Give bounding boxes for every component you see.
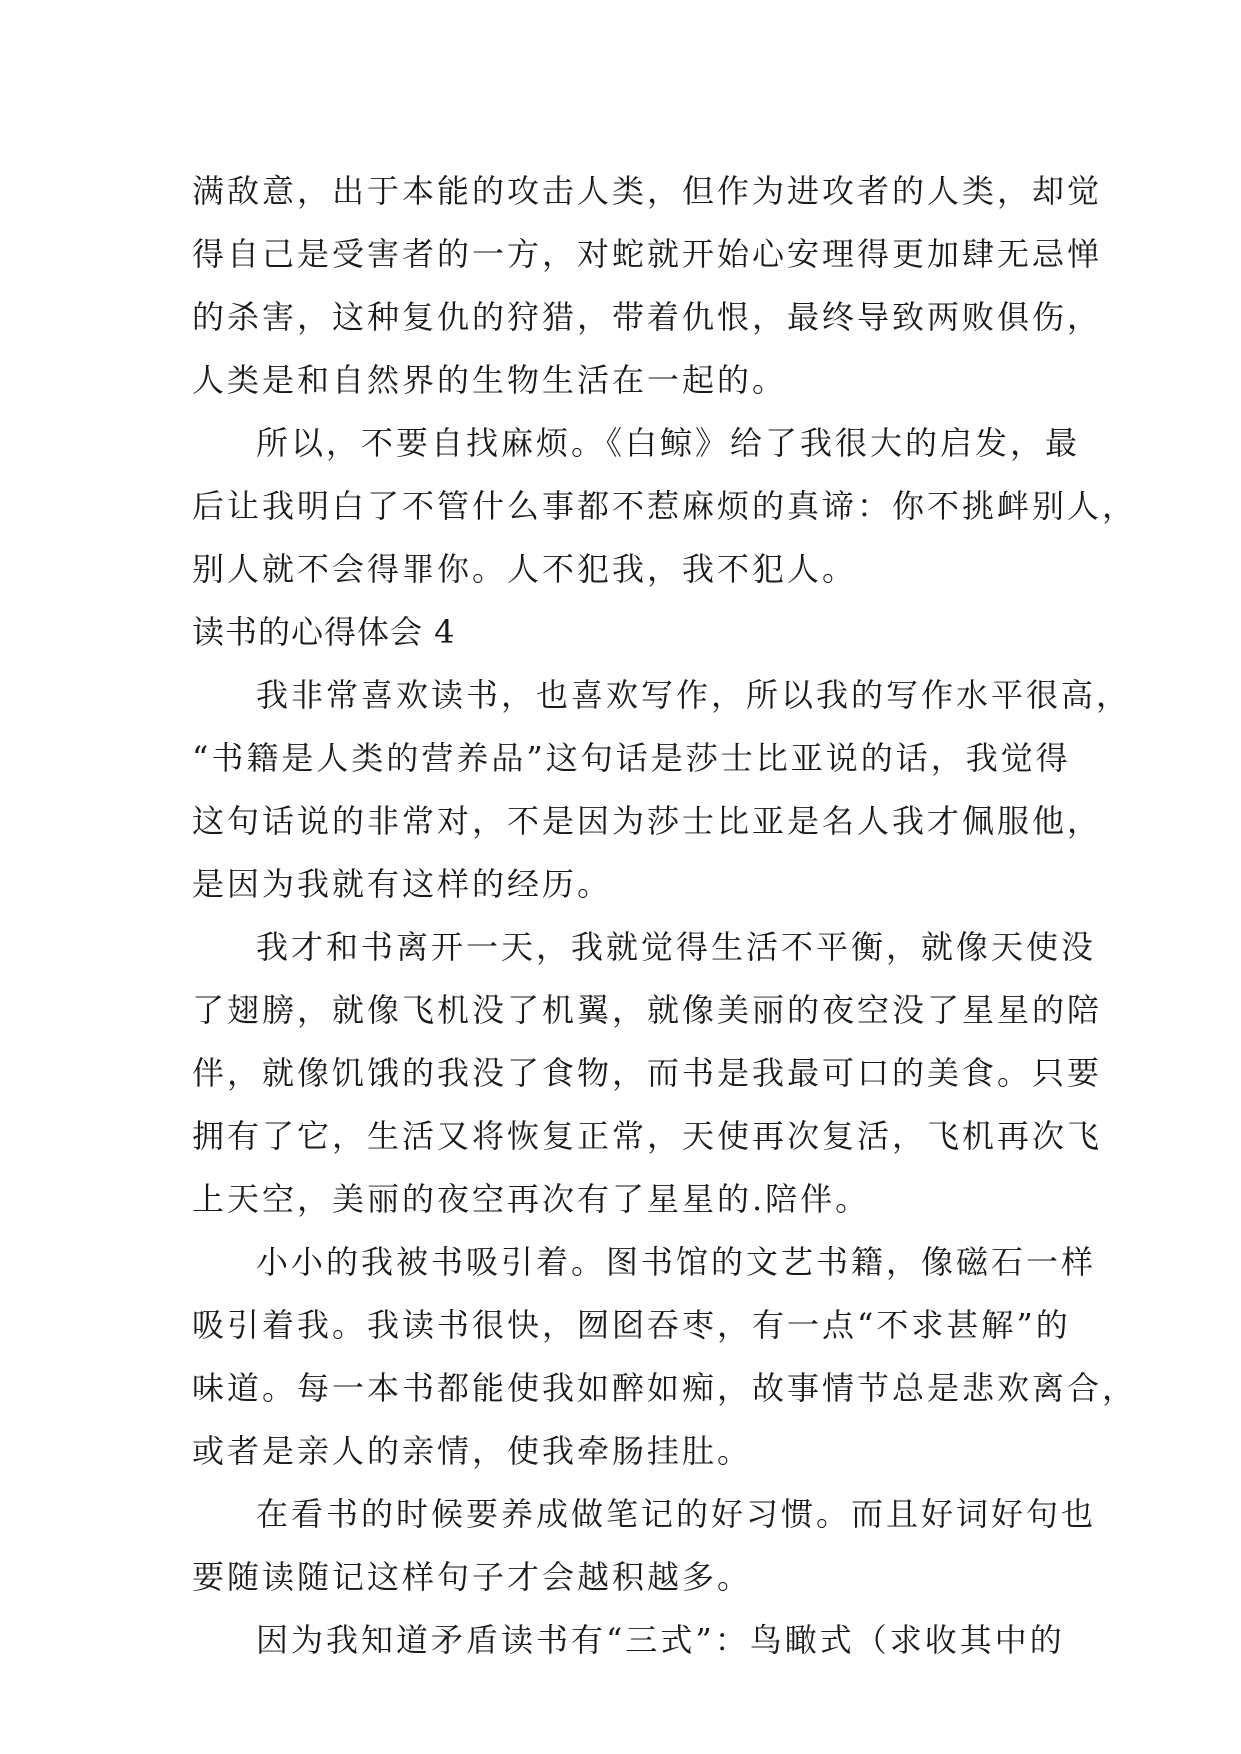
text-line: 味道。每一本书都能使我如醉如痴，故事情节总是悲欢离合， bbox=[192, 1369, 1138, 1407]
text-line: 满敌意，出于本能的攻击人类，但作为进攻者的人类，却觉 bbox=[192, 172, 1103, 210]
text-line: 伴，就像饥饿的我没了食物，而书是我最可口的美食。只要 bbox=[192, 1054, 1103, 1092]
document-body bbox=[192, 160, 1138, 1672]
text-line: 吸引着我。我读书很快，囫囵吞枣，有一点“不求甚解”的 bbox=[192, 1306, 1071, 1344]
text-line: 后让我明白了不管什么事都不惹麻烦的真谛：你不挑衅别人， bbox=[192, 487, 1138, 525]
text-line: “书籍是人类的营养品”这句话是莎士比亚说的话，我觉得 bbox=[192, 739, 1071, 777]
text-line: 拥有了它，生活又将恢复正常，天使再次复活，飞机再次飞 bbox=[192, 1117, 1103, 1155]
text-line: 我才和书离开一天，我就觉得生活不平衡，就像天使没 bbox=[256, 928, 1097, 966]
text-line: 得自己是受害者的一方，对蛇就开始心安理得更加肆无忌惮 bbox=[192, 235, 1103, 273]
text-line: 在看书的时候要养成做笔记的好习惯。而且好词好句也 bbox=[256, 1495, 1097, 1533]
text-line: 别人就不会得罪你。人不犯我，我不犯人。 bbox=[192, 550, 858, 588]
section-heading: 读书的心得体会 4 bbox=[192, 613, 456, 651]
text-line: 上天空，美丽的夜空再次有了星星的.陪伴。 bbox=[192, 1180, 871, 1218]
text-line: 是因为我就有这样的经历。 bbox=[192, 865, 613, 903]
text-line: 所以，不要自找麻烦。《白鲸》给了我很大的启发，最 bbox=[256, 424, 1081, 462]
text-line: 小小的我被书吸引着。图书馆的文艺书籍，像磁石一样 bbox=[256, 1243, 1097, 1281]
text-line: 要随读随记这样句子才会越积越多。 bbox=[192, 1558, 753, 1596]
text-line: 人类是和自然界的生物生活在一起的。 bbox=[192, 361, 788, 399]
text-line: 了翅膀，就像飞机没了机翼，就像美丽的夜空没了星星的陪 bbox=[192, 991, 1103, 1029]
text-line: 或者是亲人的亲情，使我牵肠挂肚。 bbox=[192, 1432, 753, 1470]
text-line: 因为我知道矛盾读书有“三式”：鸟瞰式（求收其中的 bbox=[256, 1621, 1065, 1659]
text-line: 的杀害，这种复仇的狩猎，带着仇恨，最终导致两败俱伤， bbox=[192, 298, 1103, 336]
text-line: 这句话说的非常对，不是因为莎士比亚是名人我才佩服他， bbox=[192, 802, 1103, 840]
text-line: 我非常喜欢读书，也喜欢写作，所以我的写作水平很高， bbox=[256, 676, 1132, 714]
